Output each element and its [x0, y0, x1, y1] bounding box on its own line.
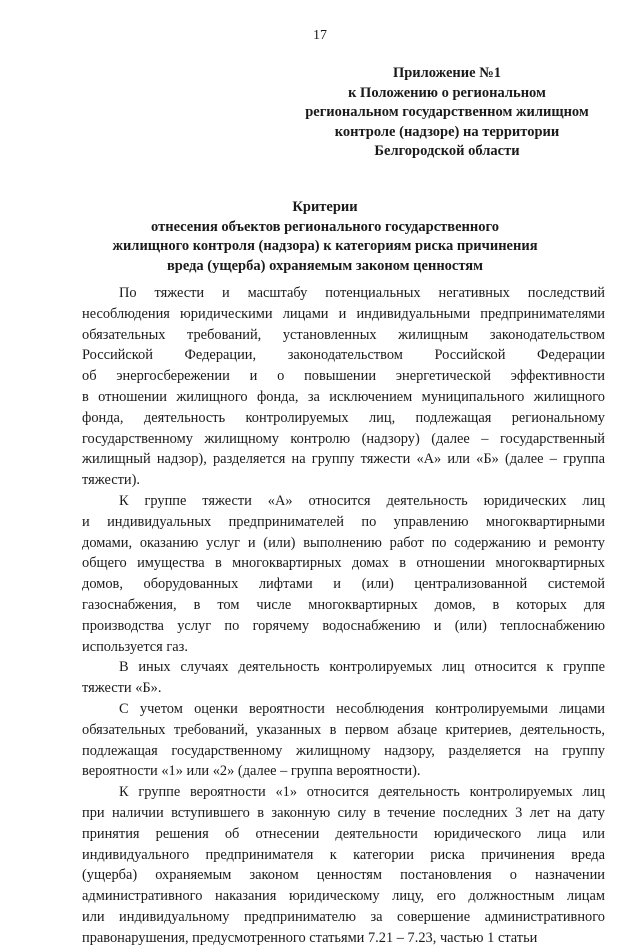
- body-line: Российской Федерации, законодательством Российской Федерации: [82, 347, 605, 364]
- body-line: правонарушения, предусмотренного статьями 7.21 – 7.23, частью 1 статьи: [82, 929, 538, 946]
- document-title: [90, 198, 560, 276]
- body-line: К группе тяжести «А» относится деятельность юридических лиц: [119, 492, 605, 509]
- appendix-header: [292, 64, 602, 162]
- subtitle-line: жилищного контроля (надзора) к категориям риска причинения: [112, 238, 538, 254]
- body-paragraph: [82, 283, 605, 491]
- body-line: домами, оказанию услуг и (или) выполнению работ по содержанию и ремонту: [82, 534, 605, 551]
- subtitle-line: вреда (ущерба) охраняемым законом ценностям: [166, 257, 484, 274]
- body-line: используется газ.: [82, 638, 188, 655]
- body-line: (ущерба) охраняемым законом ценностям постановления о назначении: [82, 867, 605, 884]
- body-line: об энергосбережении и о повышении энергетической эффективности: [82, 368, 605, 385]
- title-line: Критерии: [292, 199, 358, 215]
- body-line: и индивидуальных предпринимателей по управлению многоквартирными: [82, 513, 605, 530]
- body-paragraph: [82, 699, 605, 782]
- body-line: при наличии вступившего в законную силу в течение последних 3 лет на дату: [82, 804, 605, 821]
- body-line: административного наказания юридическому лицу, его должностным лицам: [82, 888, 605, 905]
- appendix-line: к Положению о региональном: [348, 84, 546, 101]
- body-line: подлежащая государственному жилищному надзору, разделяется на группу: [82, 742, 605, 759]
- body-line: фонда, деятельность контролируемых лиц, подлежащая региональному: [82, 409, 605, 426]
- body-line: принятия решения об отнесении деятельности юридического лица или: [82, 825, 605, 842]
- appendix-line: региональном государственном жилищном: [305, 104, 589, 120]
- body-line: газоснабжения, в том числе многоквартирных домов, в которых для: [82, 596, 605, 613]
- body-line: индивидуального предпринимателя к категории риска причинения вреда: [82, 846, 605, 863]
- body-line: в отношении жилищного фонда, за исключением муниципального жилищного: [82, 388, 605, 405]
- appendix-line: Приложение №1: [392, 65, 502, 81]
- body-line: тяжести).: [82, 472, 140, 489]
- document-body: [82, 283, 605, 949]
- appendix-line: контроле (надзоре) на территории: [334, 123, 560, 140]
- body-line: обязательных требований, установленных жилищным законодательством: [82, 326, 605, 343]
- body-line: В иных случаях деятельность контролируемых лиц относится к группе: [119, 659, 605, 676]
- body-line: жилищный надзор), разделяется на группу тяжести «А» или «Б» (далее – группа: [82, 451, 605, 468]
- subtitle-line: отнесения объектов регионального государственного: [151, 218, 499, 235]
- body-line: По тяжести и масштабу потенциальных негативных последствий: [119, 285, 605, 301]
- page-number: 17: [313, 28, 327, 43]
- body-paragraph: [82, 657, 605, 699]
- body-line: вероятности «1» или «2» (далее – группа вероятности).: [82, 763, 421, 780]
- body-line: несоблюдения юридическими лицами и индивидуальными предпринимателями: [82, 305, 605, 322]
- body-line: государственному жилищному контролю (надзору) (далее – государственный: [82, 430, 605, 447]
- body-line: обязательных требований, указанных в первом абзаце критериев, деятельность,: [82, 721, 605, 738]
- body-line: С учетом оценки вероятности несоблюдения контролируемыми лицами: [119, 700, 605, 717]
- body-paragraph: [82, 782, 605, 948]
- body-line: тяжести «Б».: [82, 680, 162, 697]
- body-line: домов, оборудованных лифтами и (или) централизованной системой: [82, 576, 605, 593]
- body-line: общего имущества в многоквартирных домах в отношении многоквартирных: [82, 555, 605, 572]
- appendix-line: Белгородской области: [374, 143, 520, 159]
- body-paragraph: [82, 491, 605, 657]
- body-line: производства услуг по горячему водоснабжению и (или) теплоснабжению: [82, 617, 605, 634]
- body-line: К группе вероятности «1» относится деятельность контролируемых лиц: [119, 784, 605, 801]
- body-line: или индивидуальному предпринимателю за совершение административного: [82, 908, 605, 925]
